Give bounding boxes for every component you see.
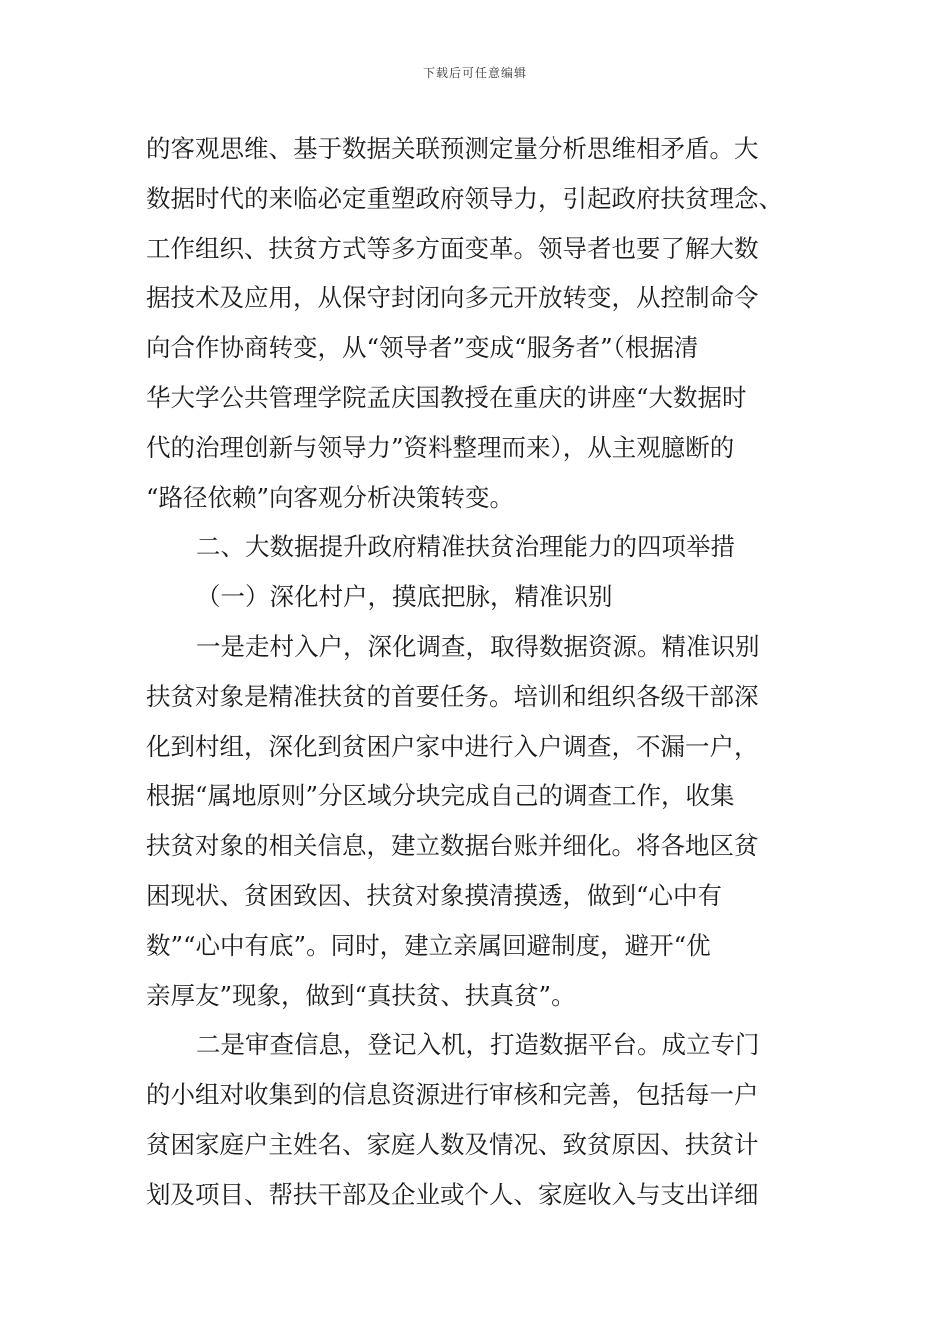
text-line: 工作组织、扶贫方式等多方面变革。领导者也要了解大数 (146, 233, 759, 263)
paragraph (146, 124, 806, 522)
document-body (146, 124, 806, 1220)
text-line: 一是走村入户，深化调查，取得数据资源。精准识别 (196, 631, 760, 661)
text-line: 二是审查信息，登记入机，打造数据平台。成立专门 (196, 1030, 760, 1060)
text-line: 数”“心中有底”。同时，建立亲属回避制度，避开“优 (146, 930, 711, 960)
text-line: 困现状、贫困致因、扶贫对象摸清摸透，做到“心中有 (146, 880, 723, 910)
text-line: 二、大数据提升政府精准扶贫治理能力的四项举措 (196, 532, 735, 562)
text-line: 根据“属地原则”分区域分块完成自己的调查工作，收集 (146, 781, 735, 811)
text-line: 的客观思维、基于数据关联预测定量分析思维相矛盾。大 (146, 134, 759, 163)
text-line: （一）深化村户，摸底把脉，精准识别 (196, 582, 613, 612)
text-line: 数据时代的来临必定重塑政府领导力，引起政府扶贫理念、 (146, 183, 783, 213)
section-heading (146, 522, 806, 572)
text-line: 贫困家庭户主姓名、家庭人数及情况、致贫原因、扶贫计 (146, 1129, 759, 1159)
text-line: 据技术及应用，从保守封闭向多元开放转变，从控制命令 (146, 283, 759, 313)
text-line: 扶贫对象的相关信息，建立数据台账并细化。将各地区贫 (146, 831, 759, 861)
text-line: 划及项目、帮扶干部及企业或个人、家庭收入与支出详细 (146, 1179, 759, 1209)
text-line: 华大学公共管理学院孟庆国教授在重庆的讲座“大数据时 (146, 382, 747, 412)
paragraph (146, 622, 806, 1020)
text-line: 亲厚友”现象，做到“真扶贫、扶真贫”。 (146, 980, 576, 1010)
text-line: 向合作协商转变，从“领导者”变成“服务者”（根据清 (146, 333, 699, 363)
text-line: 化到村组，深化到贫困户家中进行入户调查，不漏一户， (146, 731, 759, 761)
text-line: 扶贫对象是精准扶贫的首要任务。培训和组织各级干部深 (146, 681, 759, 711)
text-line: 代的治理创新与领导力”资料整理而来），从主观臆断的 (146, 432, 735, 462)
text-line: 的小组对收集到的信息资源进行审核和完善，包括每一户 (146, 1080, 759, 1110)
subsection-heading (146, 572, 806, 622)
paragraph (146, 1020, 806, 1219)
text-line: “路径依赖”向客观分析决策转变。 (146, 482, 515, 512)
page-header: 下载后可任意编辑 (422, 66, 527, 80)
